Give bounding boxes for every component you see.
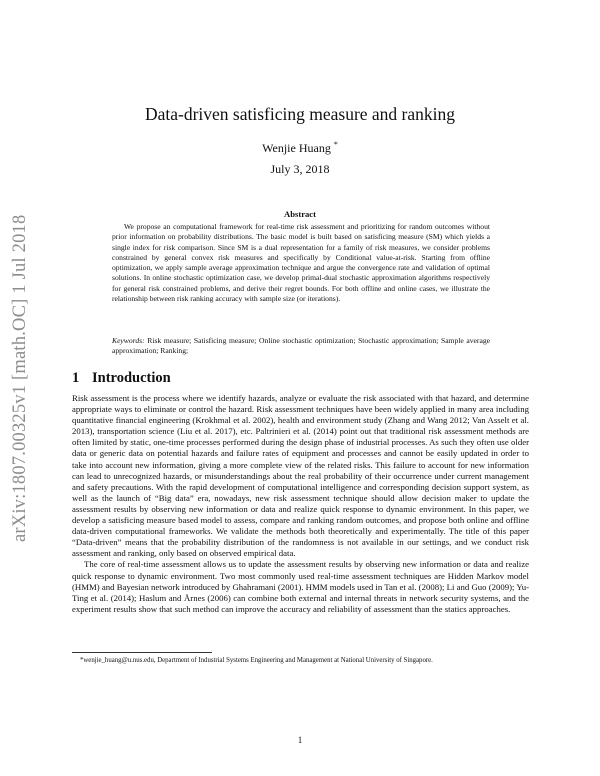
paragraph-1: Risk assessment is the process where we identify hazards, analyze or evaluate the risk associated with that hazard, and determine appropriate ways to eliminate or control the hazard. Risk assessment techniques have been widely applied in many area including quantitative financial engineering (Krokhmal et al. 2002), health and environment study (Zhang and Wang 2012; Van Asselt et al. 2013), transportation science (Liu et al. 2017), etc. Paltrinieri et al. (2014) point out that traditional risk assessment methods are often limited by static, one-time processes performed during the design phase of industrial processes. As such they often use older data or generic data on potential hazards and failure rates of equipment and processes and cannot be easily updated in order to take into account new information, giving a more complete view of the related risks. This failure to account for new information can lead to unrecognized hazards, or misunderstandings about the real probability of their occurrence under current management and safety precautions. With the rapid development of computational intelligence and corresponding decision support system, as well as the launch of “Big data” era, nowadays, new risk assessment technique should allow decision maker to update the assessment results by observing new information or data and realize quick response to dynamic environment. In this paper, we develop a satisficing measure based model to assess, compare and ranking random outcomes, and propose both online and offline data-driven computational frameworks. We validate the methods both theoretically and experimentally. The title of this paper “Data-driven” means that the probability distribution of the randomness is not available in our settings, and we conduct risk assessment and ranking, only based on observed empirical data. — [72, 393, 529, 559]
abstract-text: We propose an computational framework for real-time risk assessment and prioritizing for random outcomes without prior information on probability distributions. The basic model is built based on satisficing measure (SM) which yields a single index for risk comparison. Since SM is a dual representation for a family of risk measures, we consider problems constrained by general convex risk measures and specifically by Conditional value-at-risk. Starting from offline optimization, we apply sample average approximation technique and argue the convergence rate and validation of optimal solutions. In online stochastic optimization case, we develop primal-dual stochastic approximation algorithms respectively for general risk constrained problems, and derive their regret bounds. For both offline and online cases, we illustrate the relationship between risk ranking accuracy with sample size (or iterations). — [112, 222, 490, 304]
keywords-label: Keywords: — [112, 336, 145, 345]
author-line — [0, 140, 600, 156]
author-name: Wenjie Huang — [262, 141, 331, 155]
section-body — [72, 393, 529, 615]
section-number: 1 — [72, 370, 80, 386]
author-footnote-mark: * — [333, 140, 338, 149]
keywords — [112, 336, 490, 357]
keywords-text: Risk measure; Satisficing measure; Online stochastic optimization; Stochastic approximation; Sample average approximation; Ranking; — [112, 336, 490, 356]
paper-title: Data-driven satisficing measure and ranking — [144, 104, 456, 124]
page-number: 1 — [297, 735, 303, 745]
section-title: Introduction — [92, 370, 171, 386]
paragraph-2: The core of real-time assessment allows us to update the assessment results by observing new information or data and realize quick response to dynamic environment. Two most commonly used real-time assessment techniques are Hidden Markov model (HMM) and Bayesian network introduced by Ghahramani (2001). HMM models used in Tan et al. (2008); Li and Guo (2009); Yu-Ting et al. (2014); Haslum and Årnes (2006) can combine both external and internal threats in network security systems, and the experiment results show that such method can improve the accuracy and reliability of assessment than the statics approaches. — [72, 559, 529, 614]
section-heading — [72, 370, 171, 387]
arxiv-identifier: arXiv:1807.00325v1 [math.OC] 1 Jul 2018 — [10, 214, 30, 542]
paper-date: July 3, 2018 — [270, 162, 330, 176]
abstract-heading: Abstract — [284, 209, 316, 219]
footnote: *wenjie_huang@u.nus.edu, Department of Industrial Systems Engineering and Management at National University of Singapore. — [80, 657, 433, 664]
footnote-rule — [72, 652, 212, 653]
